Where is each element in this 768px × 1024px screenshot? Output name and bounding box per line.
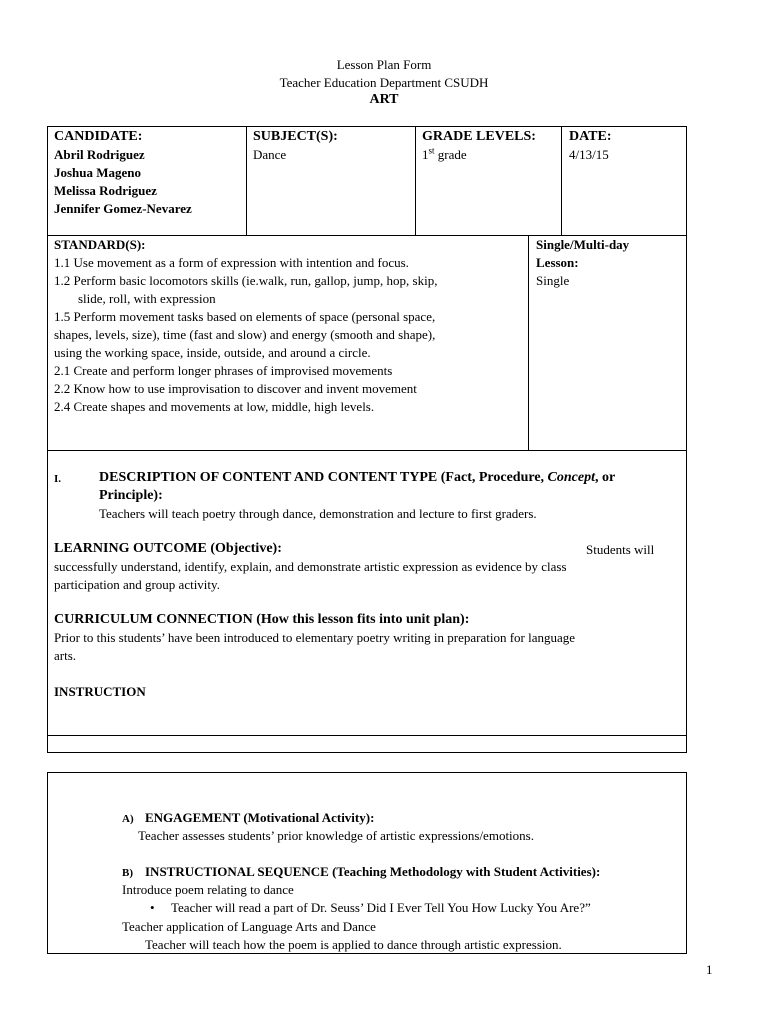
standard-item: 1.5 Perform movement tasks based on elements of space (personal space, xyxy=(54,309,436,324)
info-divider-3 xyxy=(561,126,562,236)
description-title xyxy=(99,469,615,487)
candidate-name: Joshua Mageno xyxy=(54,165,142,180)
standard-item: 1.1 Use movement as a form of expression with intention and focus. xyxy=(54,255,409,270)
standard-item: shapes, levels, size), time (fast and slow) and energy (smooth and shape), xyxy=(54,327,436,342)
description-title-part: DESCRIPTION OF CONTENT AND CONTENT TYPE (Fact, Procedure, xyxy=(99,470,548,485)
sequence-line4: Teacher will teach how the poem is applied to dance through artistic expression. xyxy=(145,937,562,952)
sequence-line1: Introduce poem relating to dance xyxy=(122,882,294,897)
info-divider-2 xyxy=(415,126,416,236)
standard-item: 2.1 Create and perform longer phrases of improvised movements xyxy=(54,363,393,378)
engagement-marker: A) xyxy=(122,813,134,825)
standards-label: STANDARD(S): xyxy=(54,237,146,252)
standard-item: using the working space, inside, outside, and around a circle. xyxy=(54,345,371,360)
description-text: Teachers will teach poetry through dance, demonstration and lecture to first graders. xyxy=(99,506,537,521)
sequence-line3: Teacher application of Language Arts and Dance xyxy=(122,919,376,934)
curriculum-connection-line1: Prior to this students’ have been introduced to elementary poetry writing in preparation for language xyxy=(54,630,576,645)
grade-suffix: st xyxy=(428,145,435,156)
grade-word: grade xyxy=(434,147,467,162)
lesson-type-label xyxy=(536,236,629,272)
grade-number: 1 xyxy=(422,147,429,162)
candidate-name: Melissa Rodriguez xyxy=(54,183,157,198)
subject-value: Dance xyxy=(253,147,287,162)
candidate-name: Abril Rodriguez xyxy=(54,147,145,162)
sequence-bullet-item: Teacher will read a part of Dr. Seuss’ Did I Ever Tell You How Lucky You Are?” xyxy=(171,900,591,915)
sequence-marker: B) xyxy=(122,867,133,879)
engagement-label: ENGAGEMENT (Motivational Activity): xyxy=(145,810,375,825)
info-divider-1 xyxy=(246,126,247,236)
grade-value xyxy=(422,146,467,164)
learning-outcome-line2: successfully understand, identify, explain, and demonstrate artistic expression as evidence by class xyxy=(54,559,567,574)
department-title: Teacher Education Department CSUDH xyxy=(279,75,489,90)
candidate-names xyxy=(54,146,192,218)
grade-label: GRADE LEVELS: xyxy=(422,129,536,144)
section-numeral: I. xyxy=(54,473,62,485)
learning-outcome-label: LEARNING OUTCOME (Objective): xyxy=(54,541,282,556)
subject-heading: ART xyxy=(369,92,399,107)
learning-outcome-start: Students will xyxy=(586,542,655,557)
sequence-label: INSTRUCTIONAL SEQUENCE (Teaching Methodology with Student Activities): xyxy=(145,864,601,879)
standard-item: 1.2 Perform basic locomotors skills (ie.walk, run, gallop, jump, hop, skip, xyxy=(54,273,438,288)
standards-divider xyxy=(528,235,529,451)
standard-item: slide, roll, with expression xyxy=(78,291,216,306)
lesson-type-label-line2: Lesson: xyxy=(536,255,579,270)
date-value: 4/13/15 xyxy=(569,147,609,162)
empty-row xyxy=(47,735,687,753)
bullet-icon: • xyxy=(150,900,155,915)
standards-list xyxy=(54,254,437,416)
candidate-name: Jennifer Gomez-Nevarez xyxy=(54,201,192,216)
instruction-label: INSTRUCTION xyxy=(54,684,146,699)
lesson-type-value: Single xyxy=(536,273,570,288)
subject-label: SUBJECT(S): xyxy=(253,129,338,144)
lesson-type-label-line1: Single/Multi-day xyxy=(536,237,630,252)
description-title-line2: Principle): xyxy=(99,488,163,503)
curriculum-connection-label: CURRICULUM CONNECTION (How this lesson fits into unit plan): xyxy=(54,612,470,627)
standard-item: 2.4 Create shapes and movements at low, middle, high levels. xyxy=(54,399,375,414)
page-number: 1 xyxy=(706,962,713,977)
form-title: Lesson Plan Form xyxy=(336,57,432,72)
learning-outcome-line3: participation and group activity. xyxy=(54,577,220,592)
description-title-concept: Concept xyxy=(547,470,595,485)
curriculum-connection-line2: arts. xyxy=(54,648,77,663)
engagement-text: Teacher assesses students’ prior knowledge of artistic expressions/emotions. xyxy=(138,828,534,843)
description-title-part: , or xyxy=(595,470,616,485)
standard-item: 2.2 Know how to use improvisation to discover and invent movement xyxy=(54,381,417,396)
date-label: DATE: xyxy=(569,129,612,144)
candidate-label: CANDIDATE: xyxy=(54,129,143,144)
